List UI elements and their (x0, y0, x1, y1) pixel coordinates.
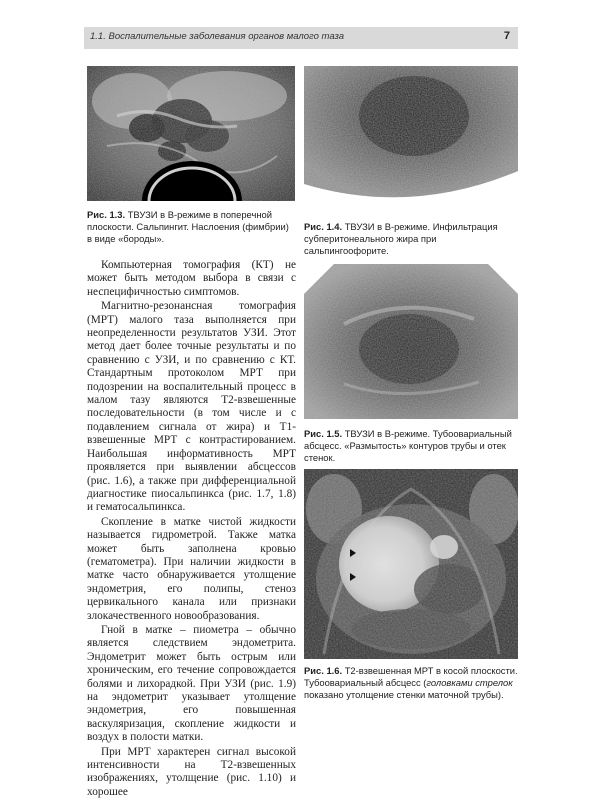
paragraph-ct: Компьютерная томография (КТ) не может быть методом выбора в связи с неспецифичностью симптомов. (87, 259, 296, 298)
figure-1-5-text: ТВУЗИ в В-режиме. Тубоовариальный абсцесс. «Размытость» контуров трубы и отек стенок. (304, 428, 512, 463)
figure-1-4-label: Рис. 1.4. (304, 221, 343, 232)
figure-1-3-caption (87, 209, 295, 245)
figure-1-3-text: ТВУЗИ в В-режиме в поперечной плоскости. Сальпингит. Наслоения (фимбрии) в виде «бороды». (87, 209, 289, 244)
figure-1-6-text-after: показано утолщение стенки маточной трубы). (304, 689, 504, 700)
page-number: 7 (503, 30, 510, 42)
paragraph-mri-signal: При МРТ характерен сигнал высокой интенсивности на Т2-взвешенных изображениях, утолщение (рис. 1.10) и хорошее (87, 745, 296, 798)
body-text-column (87, 259, 296, 800)
figure-1-6-label: Рис. 1.6. (304, 665, 343, 676)
figure-1-6-mri (304, 469, 518, 659)
figure-1-4-caption (304, 221, 518, 257)
figure-1-5-caption (304, 428, 518, 464)
figure-1-5-label: Рис. 1.5. (304, 428, 343, 439)
figure-1-6-text-italic: головками стрелок (426, 677, 513, 688)
chapter-title: 1.1. Воспалительные заболевания органов малого таза (90, 31, 345, 42)
paragraph-pyometra: Гной в матке – пиометра – обычно является следствием эндометрита. Эндометрит может быть острым или хроническим, его течение сопровождается болями и лихорадкой. При УЗИ (рис. 1.9) на эндометрит указывает утолщение эндометрия, его повышенная васкуляризация, скопление жидкости и воздух в полости матки. (87, 623, 296, 744)
figure-1-6-text-before: Т2-взвешенная МРТ в косой плоскости. Тубоовариальный абсцесс ( (304, 665, 518, 688)
running-header (84, 27, 518, 49)
figure-1-5-ultrasound (304, 264, 518, 419)
figure-1-3-ultrasound (87, 66, 295, 201)
paragraph-mri: Магнитно-резонансная томография (МРТ) малого таза выполняется при неопределенности результатов УЗИ. Этот метод дает более точные результаты и по сравнению с УЗИ, и по сравнению с КТ. Стандартным протоколом МРТ при подозрении на воспалительный процесс в малом тазу являются Т2-взвешенные последовательности (в том числе и с подавлением сигнала от жира) и Т1-взвешенные МРТ с контрастированием. Наибольшая информативность МРТ проявляется при выявлении абсцессов (рис. 1.6), а также при дифференциальной диагностике пиосальпинкса (рис. 1.7, 1.8) и гематосальпинкса. (87, 300, 296, 514)
figure-1-6-caption (304, 665, 518, 701)
figure-1-3-label: Рис. 1.3. (87, 209, 126, 220)
figure-1-4-text: ТВУЗИ в В-режиме. Инфильтрация субперитонеального жира при сальпингоофорите. (304, 221, 498, 256)
figure-1-4-ultrasound (304, 66, 518, 206)
paragraph-hydrometra: Скопление в матке чистой жидкости называется гидрометрой. Также матка может быть заполнена кровью (гематометра). При наличии жидкости в матке часто обнаруживается утолщение эндометрия, его полипы, стеноз цервикального канала или признаки злокачественного новообразования. (87, 515, 296, 622)
